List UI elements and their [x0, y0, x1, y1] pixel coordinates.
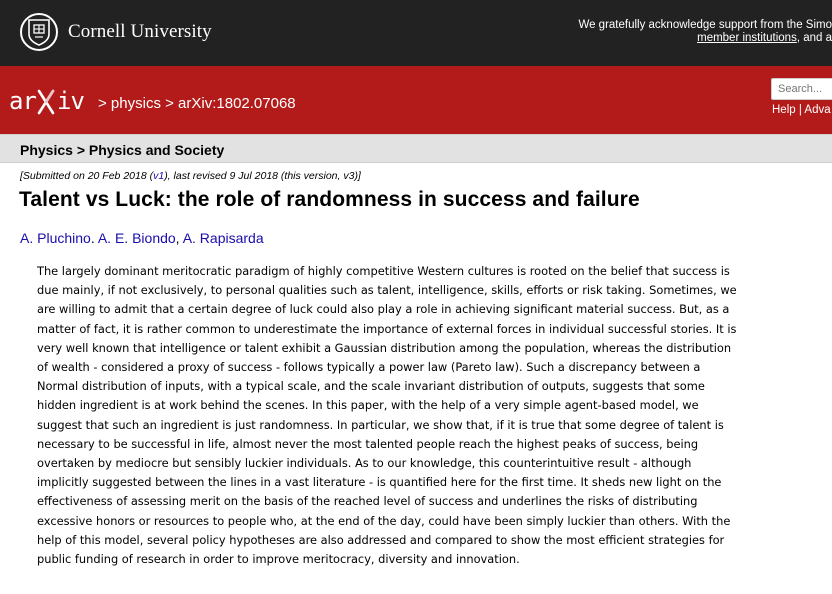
member-institutions-link[interactable]: member institutions	[697, 32, 797, 44]
abstract-line: excessive honors or resources to people who, at the end of the day, could have been simply luckier than others. With the	[37, 513, 731, 528]
cornell-university-name: Cornell University	[68, 21, 212, 42]
arxiv-logo-link[interactable]	[9, 85, 95, 117]
help-advanced-links[interactable]: Help | Adva	[772, 104, 831, 116]
abstract-line: overtaken by mediocre but sensibly luckier individuals. As to our knowledge, this counterintuitive result - although	[37, 456, 692, 471]
submission-dateline	[20, 170, 361, 182]
cornell-seal-icon	[20, 13, 58, 51]
dateline-prefix: [Submitted on 20 Feb 2018 (	[20, 170, 154, 182]
breadcrumb-text[interactable]: > physics > arXiv:1802.07068	[98, 95, 296, 112]
acknowledgement-text	[578, 19, 832, 45]
svg-text:iv: iv	[57, 87, 84, 115]
breadcrumb[interactable]	[98, 95, 296, 112]
abstract-line: effectiveness of assessing merit on the basis of the reached level of success and underlines the risks of distributing	[37, 494, 698, 509]
author-link[interactable]: A. Pluchino	[20, 230, 91, 246]
svg-text:ar: ar	[9, 87, 36, 115]
paper-title: Talent vs Luck: the role of randomness in success and failure	[19, 188, 640, 211]
cornell-logo-link[interactable]	[20, 13, 212, 51]
search-input[interactable]	[771, 78, 832, 100]
dateline-suffix: ), last revised 9 Jul 2018 (this version, v3)]	[164, 170, 361, 182]
abstract-line: help of this model, several policy hypotheses are also addressed and compared to show the most efficient strategies for	[37, 532, 725, 547]
arxiv-logo-icon	[9, 85, 95, 117]
ack-line-1: We gratefully acknowledge support from the Simo	[578, 19, 832, 31]
abstract-line: public funding of research in order to improve meritocracy, diversity and innovation.	[37, 552, 520, 567]
abstract-line: are willing to admit that a certain degree of luck could also play a role in achieving significant material success. But, as a	[37, 302, 730, 317]
abstract	[37, 262, 797, 569]
authors-list: A. Pluchino. A. E. Biondo, A. Rapisarda	[20, 230, 264, 246]
abstract-line: hidden ingredient is at work behind the scenes. In this paper, with the help of a very simple agent-based model, we	[37, 398, 699, 413]
abstract-line: of wealth - considered a proxy of success - follows typically a power law (Pareto law). Such a discrepancy between a	[37, 360, 701, 375]
version-v1-link[interactable]: v1	[153, 170, 165, 182]
abstract-line: due mainly, if not exclusively, to personal qualities such as talent, intelligence, skills, efforts or risk taking. Sometimes, we	[37, 283, 737, 298]
abstract-line: implicitly suggested between the lines in a vast literature - is quantified here for the first time. It sheds new light on the	[37, 475, 722, 490]
cornell-header	[0, 0, 832, 66]
abstract-line: necessary to be successful in life, almost never the most talented people reach the highest peaks of success, being	[37, 436, 699, 451]
abstract-line: The largely dominant meritocratic paradigm of highly competitive Western cultures is rooted on the belief that success is	[37, 264, 730, 278]
author-link[interactable]: A. E. Biondo	[97, 230, 176, 246]
abstract-line: matter of fact, it is rather common to underestimate the importance of external forces in individual successful stories. It is	[37, 321, 737, 336]
abstract-line: suggest that such an ingredient is just randomness. In particular, we show that, if it is true that some degree of talent is	[37, 417, 724, 432]
author-link[interactable]: A. Rapisarda	[182, 230, 264, 246]
arxiv-header	[0, 66, 832, 134]
subject-bar	[0, 134, 832, 163]
ack-line-2-rest: , and a	[796, 32, 832, 44]
abstract-line: very well known that intelligence or talent exhibit a Gaussian distribution among the population, whereas the distribution	[37, 340, 732, 355]
subject-breadcrumb[interactable]: Physics > Physics and Society	[20, 142, 225, 158]
abstract-line: Normal distribution of inputs, with a typical scale, and the scale invariant distribution of outputs, suggests that some	[37, 379, 705, 394]
